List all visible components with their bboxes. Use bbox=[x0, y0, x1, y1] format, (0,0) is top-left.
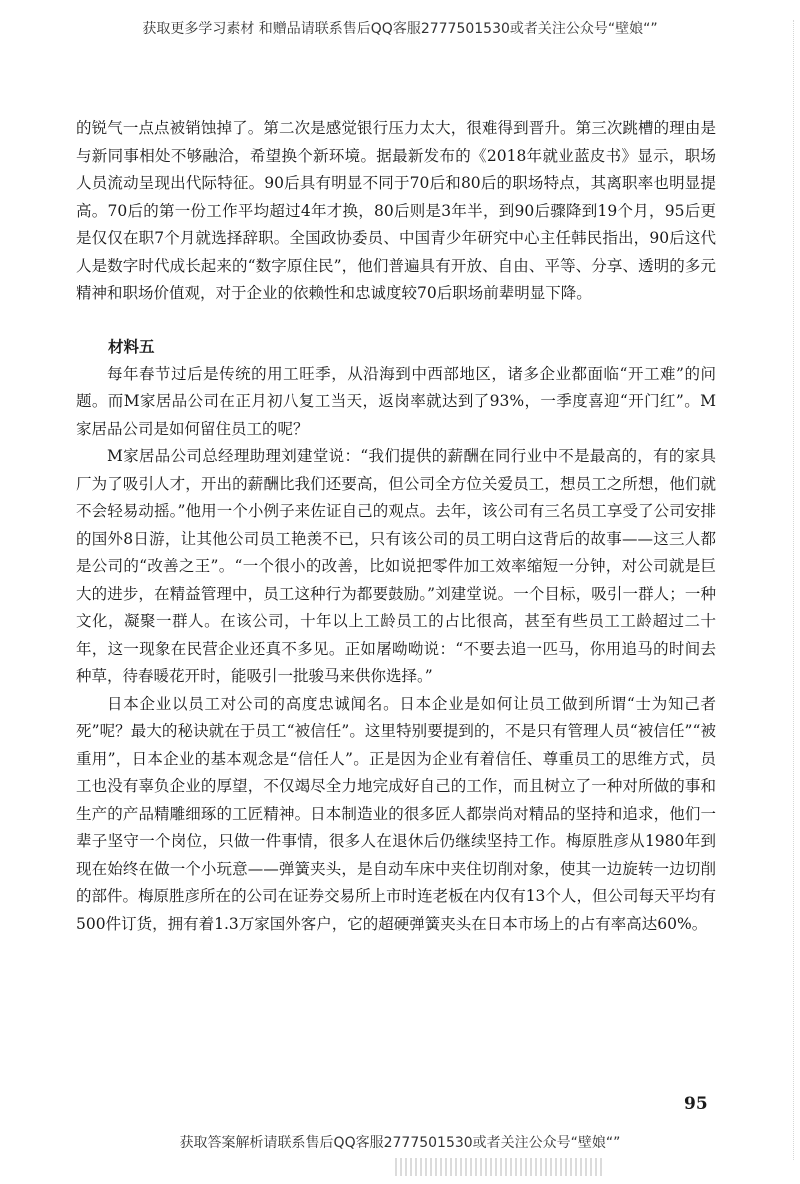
page-footer-notice: 获取答案解析请联系售后QQ客服2777501530或者关注公众号“壁娘“” bbox=[179, 1135, 621, 1151]
intro-paragraph: 的锐气一点点被销蚀掉了。第二次是感觉银行压力太大，很难得到晋升。第三次跳槽的理由是与新同事相处不够融洽，希望换个新环境。据最新发布的《2018年就业蓝皮书》显示，职场人员流动呈现出代际特征。90后具有明显不同于70后和80后的职场特点，其离职率也明显提高。70后的第一份工作平均超过4年才换，80后则是3年半，到90后骤降到19个月，95后更是仅仅在职7个月就选择辞职。全国政协委员、中国青少年研究中心主任韩民指出，90后这代人是数字时代成长起来的“数字原住民”，他们普遍具有开放、自由、平等、分享、透明的多元精神和职场价值观，对于企业的依赖性和忠诚度较70后职场前辈明显下降。 bbox=[76, 119, 716, 302]
body-paragraph-1: 每年春节过后是传统的用工旺季，从沿海到中西部地区，诸多企业都面临“开工难”的问题。而M家居品公司在正月初八复工当天，返岗率就达到了93%，一季度喜迎“开门红”。M家居品公司是如何留住员工的呢？ bbox=[76, 364, 716, 438]
page-number: 95 bbox=[684, 1094, 708, 1114]
page-header-notice: 获取更多学习素材 和赠品请联系售后QQ客服2777501530或者关注公众号“壁娘“” bbox=[142, 21, 658, 37]
body-paragraph-3: 日本企业以员工对公司的高度忠诚闻名。日本企业是如何让员工做到所谓“士为知己者死”呢？最大的秘诀就在于员工“被信任”。这里特别要提到的，不是只有管理人员“被信任”“被重用”，日本企业的基本观念是“信任人”。正是因为企业有着信任、尊重员工的思维方式，员工也没有辜负企业的厚望，不仅竭尽全力地完成好自己的工作，而且树立了一种对所做的事和生产的产品精雕细琢的工匠精神。日本制造业的很多匠人都崇尚对精品的坚持和追求，他们一辈子坚守一个岗位，只做一件事情，很多人在退休后仍继续坚持工作。梅原胜彦从1980年到现在始终在做一个小玩意——弹簧夹头，是自动车床中夹住切削对象，使其一边旋转一边切削的部件。梅原胜彦所在的公司在证券交易所上市时连老板在内仅有13个人，但公司每天平均有500件订货，拥有着1.3万家国外客户，它的超硬弹簧夹头在日本市场上的占有率高达60%。 bbox=[76, 694, 716, 933]
scan-artifact bbox=[395, 1158, 605, 1176]
document-body bbox=[76, 115, 716, 938]
body-paragraph-2: M家居品公司总经理助理刘建堂说：“我们提供的薪酬在同行业中不是最高的，有的家具厂为了吸引人才，开出的薪酬比我们还要高，但公司全方位关爱员工，想员工之所想，他们就不会轻易动摇。”他用一个小例子来佐证自己的观点。去年，该公司有三名员工享受了公司安排的国外8日游，让其他公司员工艳羡不已，只有该公司的员工明白这背后的故事——这三人都是公司的“改善之王”。“一个很小的改善，比如说把零件加工效率缩短一分钟，对公司就是巨大的进步，在精益管理中，员工这种行为都要鼓励。”刘建堂说。一个目标，吸引一群人；一种文化，凝聚一群人。在该公司，十年以上工龄员工的占比很高，甚至有些员工工龄超过二十年，这一现象在民营企业还真不多见。正如屠呦呦说：“不要去追一匹马，你用追马的时间去种草，待春暖花开时，能吸引一批骏马来供你选择。” bbox=[76, 447, 716, 685]
section-title: 材料五 bbox=[108, 337, 155, 356]
scan-edge-artifact bbox=[791, 20, 794, 1160]
